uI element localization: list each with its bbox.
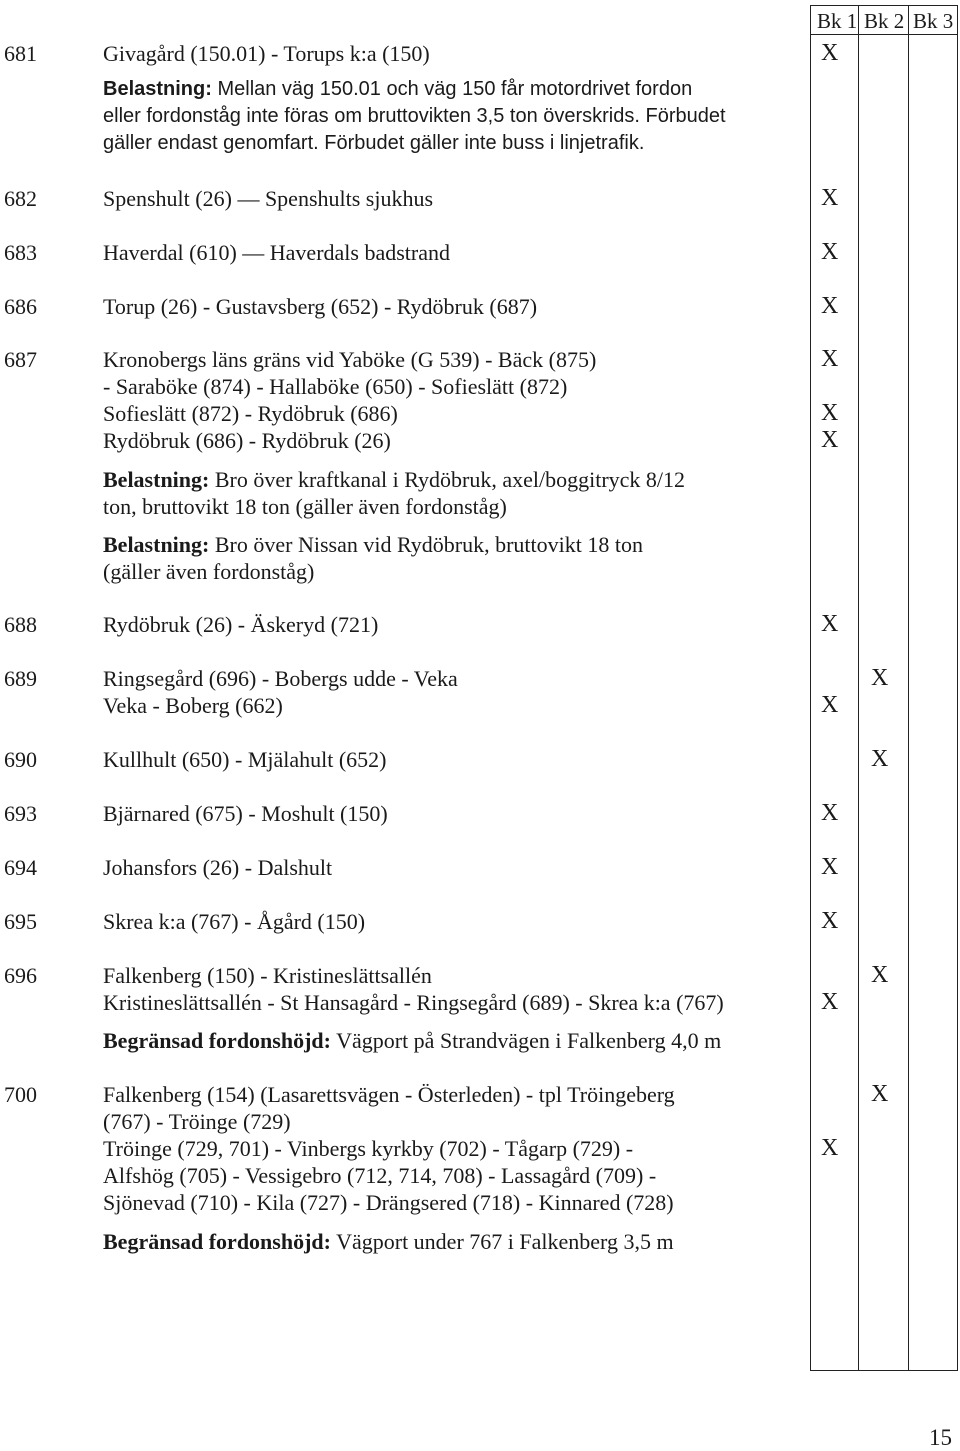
restriction-note: Begränsad fordonshöjd: Vägport under 767 i Falkenberg 3,5 m bbox=[103, 1229, 674, 1254]
road-description: Ringsegård (696) - Bobergs udde - Veka bbox=[103, 666, 458, 691]
road-number: 694 bbox=[4, 855, 37, 880]
bk1-mark: X bbox=[821, 293, 839, 319]
page-number: 15 bbox=[929, 1425, 952, 1450]
road-description: Spenshult (26) — Spenshults sjukhus bbox=[103, 186, 434, 211]
bk2-mark: X bbox=[871, 962, 889, 988]
bk1-mark: X bbox=[821, 854, 839, 880]
road-description: Rydöbruk (26) - Äskeryd (721) bbox=[103, 612, 379, 637]
bk1-mark: X bbox=[821, 989, 839, 1015]
bk1-mark: X bbox=[821, 427, 839, 453]
road-number: 683 bbox=[4, 240, 37, 265]
road-number: 695 bbox=[4, 909, 37, 934]
road-description: Alfshög (705) - Vessigebro (712, 714, 708) - Lassagård (709) - bbox=[103, 1163, 657, 1188]
road-description: Tröinge (729, 701) - Vinbergs kyrkby (702) - Tågarp (729) - bbox=[103, 1136, 634, 1161]
road-number: 693 bbox=[4, 801, 37, 826]
road-description: Givagård (150.01) - Torups k:a (150) bbox=[103, 41, 430, 66]
road-description: Sofieslätt (872) - Rydöbruk (686) bbox=[103, 401, 398, 426]
column-divider bbox=[908, 5, 909, 1370]
restriction-note: ton, bruttovikt 18 ton (gäller även fordonståg) bbox=[103, 494, 507, 519]
restriction-note: Belastning: Bro över Nissan vid Rydöbruk, bruttovikt 18 ton bbox=[103, 532, 643, 557]
road-description: Rydöbruk (686) - Rydöbruk (26) bbox=[103, 428, 391, 453]
bk1-mark: X bbox=[821, 908, 839, 934]
restriction-note: gäller endast genomfart. Förbudet gäller inte buss i linjetrafik. bbox=[103, 132, 645, 154]
road-number: 681 bbox=[4, 41, 37, 66]
road-description: Falkenberg (154) (Lasarettsvägen - Österleden) - tpl Tröingeberg bbox=[103, 1082, 675, 1107]
road-description: Kristineslättsallén - St Hansagård - Ringsegård (689) - Skrea k:a (767) bbox=[103, 990, 724, 1015]
column-header-bk3: Bk 3 bbox=[913, 9, 954, 33]
road-number: 686 bbox=[4, 294, 37, 319]
road-description: Sjönevad (710) - Kila (727) - Drängsered (718) - Kinnared (728) bbox=[103, 1190, 674, 1215]
road-number: 690 bbox=[4, 747, 37, 772]
road-number: 696 bbox=[4, 963, 37, 988]
restriction-note: Belastning: Bro över kraftkanal i Rydöbruk, axel/boggitryck 8/12 bbox=[103, 467, 686, 492]
column-header-bk2: Bk 2 bbox=[864, 9, 905, 33]
restriction-note: Begränsad fordonshöjd: Vägport på Strandvägen i Falkenberg 4,0 m bbox=[103, 1028, 722, 1053]
bk1-mark: X bbox=[821, 400, 839, 426]
bk1-mark: X bbox=[821, 1135, 839, 1161]
road-number: 700 bbox=[4, 1082, 37, 1107]
road-number: 682 bbox=[4, 186, 37, 211]
road-description: Torup (26) - Gustavsberg (652) - Rydöbruk (687) bbox=[103, 294, 538, 319]
column-top-border bbox=[810, 5, 958, 6]
road-number: 689 bbox=[4, 666, 37, 691]
column-divider bbox=[957, 5, 958, 1370]
bk1-mark: X bbox=[821, 611, 839, 637]
column-header-border bbox=[810, 34, 958, 35]
road-description: Johansfors (26) - Dalshult bbox=[103, 855, 333, 880]
road-description: Falkenberg (150) - Kristineslättsallén bbox=[103, 963, 432, 988]
road-description: Bjärnared (675) - Moshult (150) bbox=[103, 801, 388, 826]
bk2-mark: X bbox=[871, 1081, 889, 1107]
bk1-mark: X bbox=[821, 692, 839, 718]
road-number: 687 bbox=[4, 347, 37, 372]
restriction-note: Belastning: Mellan väg 150.01 och väg 150 får motordrivet fordon bbox=[103, 78, 693, 100]
column-divider bbox=[810, 5, 811, 1370]
road-description: Kullhult (650) - Mjälahult (652) bbox=[103, 747, 387, 772]
column-bottom-border bbox=[810, 1370, 958, 1371]
column-header-bk1: Bk 1 bbox=[817, 9, 858, 33]
road-description: Veka - Boberg (662) bbox=[103, 693, 283, 718]
bk1-mark: X bbox=[821, 346, 839, 372]
bk2-mark: X bbox=[871, 746, 889, 772]
road-description: - Saraböke (874) - Hallaböke (650) - Sofieslätt (872) bbox=[103, 374, 568, 399]
bk1-mark: X bbox=[821, 239, 839, 265]
column-divider bbox=[858, 5, 859, 1370]
bk2-mark: X bbox=[871, 665, 889, 691]
restriction-note: (gäller även fordonståg) bbox=[103, 559, 315, 584]
bk1-mark: X bbox=[821, 40, 839, 66]
road-number: 688 bbox=[4, 612, 37, 637]
bk1-mark: X bbox=[821, 185, 839, 211]
road-description: (767) - Tröinge (729) bbox=[103, 1109, 291, 1134]
bk1-mark: X bbox=[821, 800, 839, 826]
road-description: Haverdal (610) — Haverdals badstrand bbox=[103, 240, 450, 265]
restriction-note: eller fordonståg inte föras om bruttovikten 3,5 ton överskrids. Förbudet bbox=[103, 105, 726, 127]
road-description: Kronobergs läns gräns vid Yaböke (G 539) - Bäck (875) bbox=[103, 347, 597, 372]
road-description: Skrea k:a (767) - Ågård (150) bbox=[103, 909, 366, 934]
